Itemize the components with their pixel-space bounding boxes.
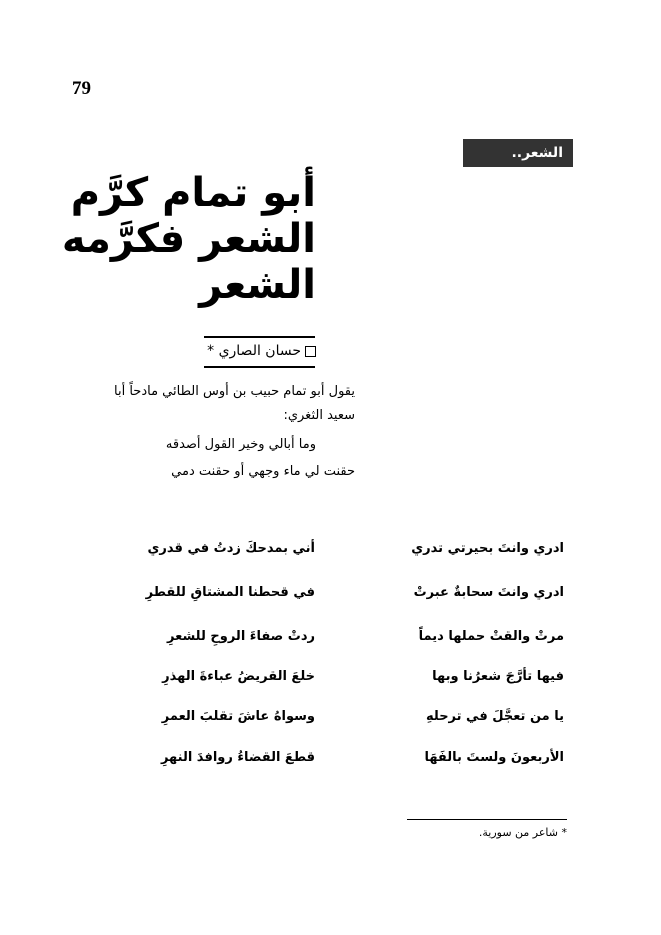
page-number: 79	[72, 78, 91, 99]
intro-verse: حقنت لي ماء وجهي أو حقنت دمي	[171, 464, 355, 479]
square-bullet-icon	[305, 346, 316, 357]
verse-first-hemistich: ادري وانتَ سحابةٌ عبرتْ	[413, 585, 564, 600]
verse-first-hemistich: فيها تأرَّجَ شعرُنا وبها	[432, 669, 564, 684]
intro-paragraph: يقول أبو تمام حبيب بن أوس الطائي مادحاً أبا سعيد الثغري:	[114, 384, 355, 423]
intro-verse: وما أبالي وخير القول أصدقه	[165, 437, 316, 452]
verse-first-hemistich: مرتْ والقتْ حملها ديماً	[418, 629, 564, 644]
author-rule-top	[204, 336, 315, 338]
verse-row	[0, 669, 661, 689]
verse-second-hemistich: أني بمدحكَ زدتُ في قدري	[147, 541, 315, 556]
verse-row	[0, 709, 661, 729]
verse-second-hemistich: وسواهُ عاشَ تقلبَ العمرِ	[161, 709, 315, 724]
verse-first-hemistich: الأربعونَ ولستَ بالفَهَا	[424, 750, 564, 765]
verse-first-hemistich: يا من تعجَّلَ في ترحلهِ	[426, 709, 564, 724]
verse-row	[0, 541, 661, 561]
verse-row	[0, 629, 661, 649]
verse-row	[0, 585, 661, 605]
title-line: الشعر فكرَّمه	[61, 216, 316, 262]
section-tab: الشعر..	[463, 139, 573, 167]
title-line: أبو تمام كرَّم	[70, 170, 316, 216]
author-rule-bottom	[204, 366, 315, 368]
verse-first-hemistich: ادري وانتَ بحيرتي تدري	[411, 541, 564, 556]
article-title	[62, 170, 316, 308]
verse-second-hemistich: ردتْ صفاءَ الروحِ للشعرِ	[167, 629, 315, 644]
author-byline	[207, 343, 316, 359]
verse-row	[0, 750, 661, 770]
verse-second-hemistich: خلعَ القريضُ عباءةَ الهذرِ	[162, 669, 315, 684]
verse-second-hemistich: قطعَ القضاءُ روافدَ النهرِ	[160, 750, 315, 765]
verse-second-hemistich: في قحطنا المشتاقِ للقطرِ	[145, 585, 315, 600]
title-line: الشعر	[199, 262, 316, 308]
author-name: حسان الصاري *	[207, 343, 301, 359]
footnote-rule	[407, 819, 567, 820]
footnote: * شاعر من سورية.	[478, 826, 567, 839]
